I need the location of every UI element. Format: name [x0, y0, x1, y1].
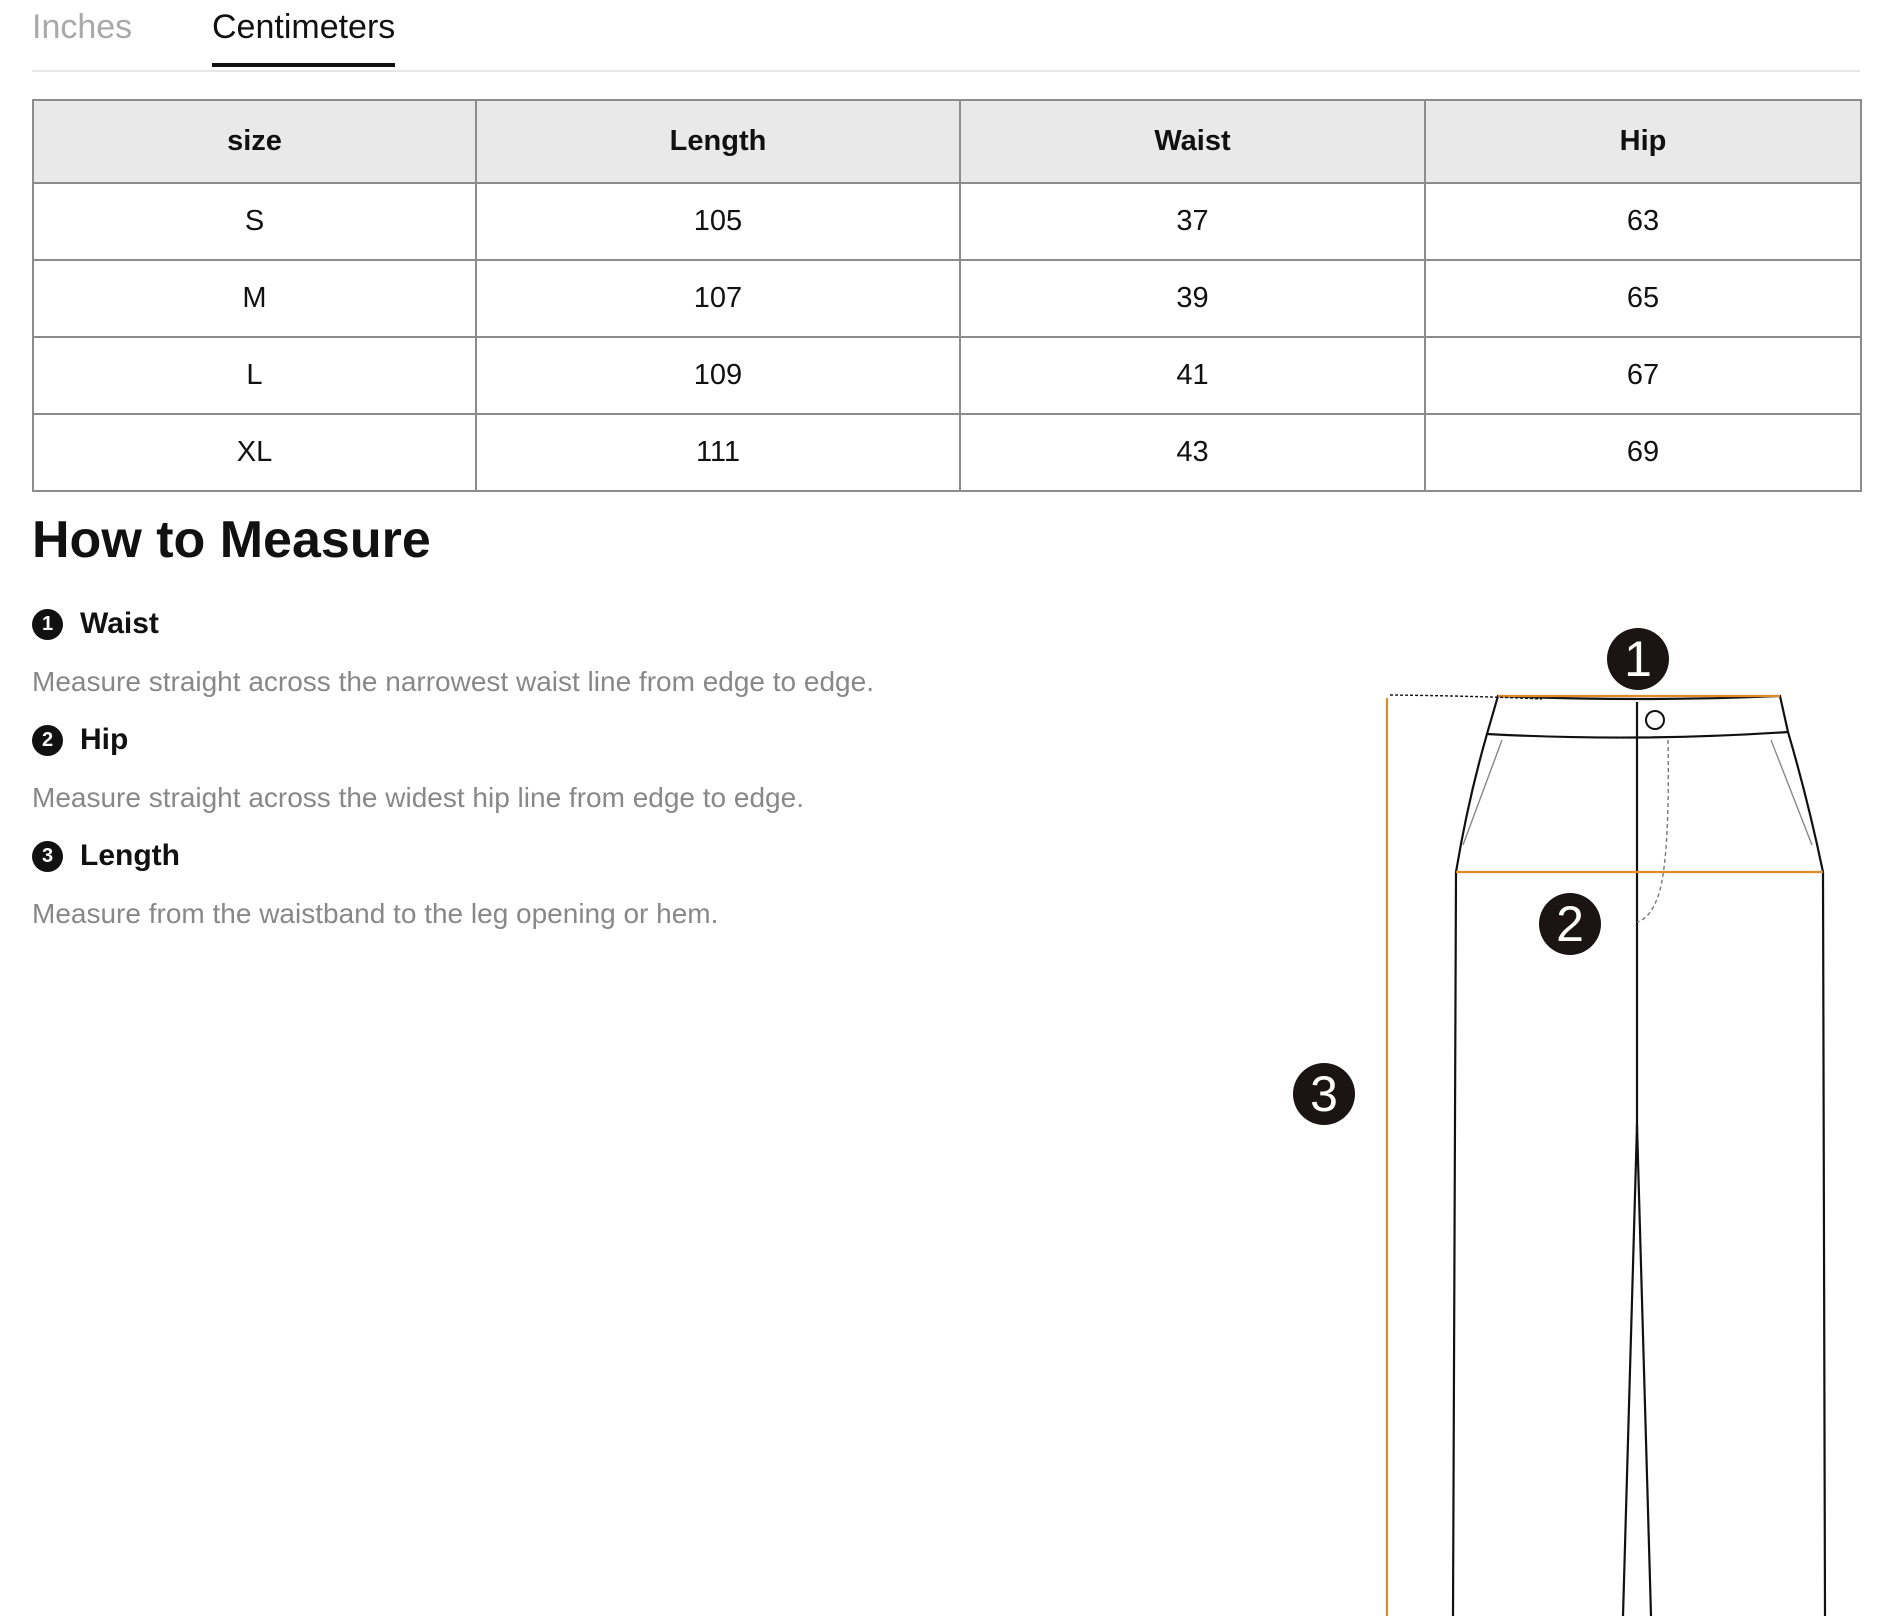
unit-tabs — [32, 0, 1860, 72]
column-header-length: Length — [476, 100, 960, 183]
cell-size: L — [33, 337, 476, 414]
marker-label: 3 — [1310, 1066, 1338, 1122]
cell-waist: 39 — [960, 260, 1425, 337]
measure-item-length — [32, 836, 1232, 930]
pants-outline — [1453, 696, 1825, 1616]
pants-details — [1637, 740, 1668, 922]
cell-size: S — [33, 183, 476, 260]
cell-hip: 63 — [1425, 183, 1861, 260]
table-row — [33, 260, 1861, 337]
how-to-measure-title: How to Measure — [32, 511, 431, 569]
number-one-icon: 1 — [32, 609, 63, 640]
button-icon — [1646, 711, 1664, 729]
tab-inches[interactable]: Inches — [32, 8, 133, 46]
measurement-lines — [1387, 696, 1823, 1616]
measure-description: Measure straight across the narrowest waist line from edge to edge. — [32, 666, 874, 697]
column-header-waist: Waist — [960, 100, 1425, 183]
table-row — [33, 337, 1861, 414]
measure-item-hip — [32, 720, 1232, 814]
number-three-icon: 3 — [32, 841, 63, 872]
table-header-row — [33, 100, 1861, 183]
marker-label: 2 — [1556, 896, 1584, 952]
cell-length: 109 — [476, 337, 960, 414]
cell-size: XL — [33, 414, 476, 491]
measure-label: Hip — [80, 723, 129, 756]
table-row — [33, 183, 1861, 260]
cell-waist: 41 — [960, 337, 1425, 414]
cell-waist: 43 — [960, 414, 1425, 491]
marker-three-icon — [1293, 1063, 1355, 1125]
cell-hip: 67 — [1425, 337, 1861, 414]
size-table — [32, 99, 1862, 492]
cell-length: 111 — [476, 414, 960, 491]
tab-centimeters[interactable]: Centimeters — [212, 8, 395, 67]
column-header-hip: Hip — [1425, 100, 1861, 183]
measure-item-waist — [32, 604, 1232, 698]
column-header-size: size — [33, 100, 476, 183]
measure-label: Waist — [80, 607, 159, 640]
marker-one-icon — [1607, 628, 1669, 690]
pants-measurement-diagram — [1280, 600, 1880, 1616]
cell-hip: 69 — [1425, 414, 1861, 491]
marker-two-icon — [1539, 893, 1601, 955]
cell-size: M — [33, 260, 476, 337]
cell-length: 105 — [476, 183, 960, 260]
number-two-icon: 2 — [32, 725, 63, 756]
measure-description: Measure from the waistband to the leg opening or hem. — [32, 898, 719, 929]
cell-length: 107 — [476, 260, 960, 337]
cell-hip: 65 — [1425, 260, 1861, 337]
measure-label: Length — [80, 839, 180, 872]
table-row — [33, 414, 1861, 491]
cell-waist: 37 — [960, 183, 1425, 260]
measure-description: Measure straight across the widest hip line from edge to edge. — [32, 782, 804, 813]
marker-label: 1 — [1624, 631, 1652, 687]
